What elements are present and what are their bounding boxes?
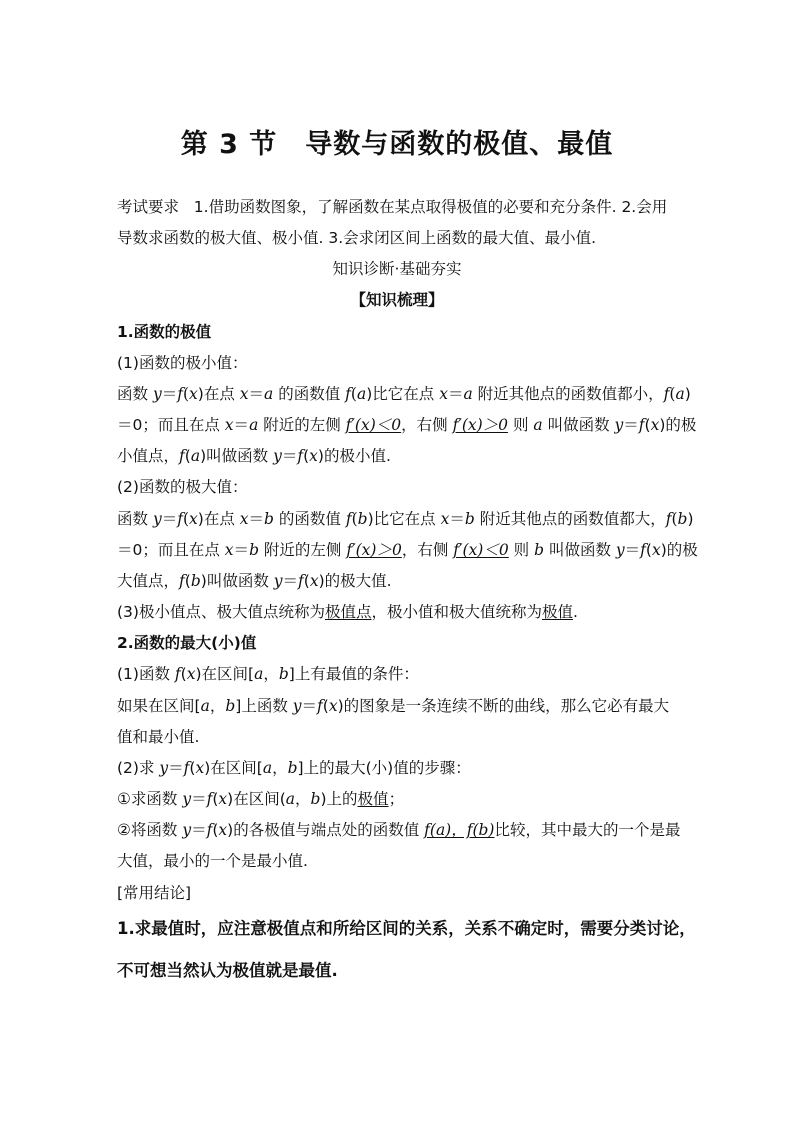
text-fragment: x [189, 385, 198, 403]
text-fragment: ＝0；而且在点 [117, 416, 225, 434]
min-line-3 [117, 446, 391, 466]
text-fragment: a [200, 697, 210, 715]
text-fragment: )在点 [197, 385, 240, 403]
max-line-2 [117, 540, 698, 560]
text-fragment: )的极小值. [317, 447, 391, 465]
text-fragment: ( [184, 447, 191, 465]
text-fragment: x [651, 541, 661, 559]
text-fragment: 叫做函数 [544, 541, 616, 559]
text-fragment: b [278, 665, 289, 683]
text-fragment: a [533, 416, 543, 434]
text-fragment: 附近其他点的函数值都大， [474, 510, 666, 528]
text-fragment: x [440, 510, 450, 528]
text-fragment: ( [322, 697, 329, 715]
text-fragment: 函数 [117, 385, 153, 403]
text-fragment: )在区间[ [195, 665, 255, 683]
text-fragment: ，右侧 [401, 416, 453, 434]
subsection-header: 【知识梳理】 [350, 291, 444, 309]
text-fragment: )叫做函数 [200, 447, 274, 465]
text-fragment: b [464, 510, 475, 528]
text-fragment: y [182, 821, 192, 839]
text-fragment: )的极大值. [318, 572, 392, 590]
spacer [179, 198, 194, 216]
answer-blank: 极值 [357, 790, 389, 808]
max-line-1 [117, 509, 694, 529]
text-fragment: )比它在点 [366, 385, 440, 403]
text-fragment: a [356, 385, 367, 403]
text-fragment: b [225, 697, 236, 715]
text-fragment: y [615, 541, 625, 559]
requirements-line-1 [117, 197, 667, 217]
text-fragment: f [345, 510, 352, 528]
cond-line-2: 值和最小值. [117, 728, 200, 746]
text-fragment: (3)极小值点、极大值点统称为 [117, 603, 325, 621]
text-fragment: 附近其他点的函数值都小， [472, 385, 664, 403]
text-fragment: ＝ [248, 385, 265, 403]
text-fragment: ＝ [248, 510, 265, 528]
cond-line-1 [117, 696, 669, 716]
text-fragment: f [174, 665, 181, 683]
text-fragment: y [152, 510, 162, 528]
text-fragment: a [463, 385, 473, 403]
text-fragment: ， [209, 697, 226, 715]
text-fragment: f [183, 759, 190, 777]
text-fragment: ＝ [301, 697, 318, 715]
text-fragment: f [179, 447, 185, 465]
sec1-heading: 1.函数的极值 [117, 323, 212, 341]
text-fragment: ＝ [233, 541, 250, 559]
text-fragment: ＝ [282, 572, 299, 590]
min-line-2 [117, 415, 696, 435]
text-fragment: b [534, 541, 545, 559]
text-fragment: x [189, 510, 198, 528]
text-fragment: )比它在点 [367, 510, 441, 528]
requirements-line-2: 导数求函数的极大值、极小值. 3.会求闭区间上函数的最大值、最小值. [117, 229, 597, 247]
text-fragment: b [264, 510, 274, 528]
text-fragment: y [152, 385, 162, 403]
text-fragment: ( [303, 447, 310, 465]
text-fragment: ＝ [624, 541, 641, 559]
text-fragment: b [357, 510, 368, 528]
text-fragment: 小值点， [117, 447, 180, 465]
text-fragment: f [345, 385, 351, 403]
text-fragment: x [309, 572, 319, 590]
text-fragment: ＝0；而且在点 [117, 541, 225, 559]
text-fragment: x [439, 385, 448, 403]
text-fragment: . [573, 603, 578, 621]
text-fragment: ( [180, 665, 187, 683]
section-header: 知识诊断·基础夯实 [332, 260, 462, 278]
text-fragment: ) [687, 510, 694, 528]
text-fragment: )上的 [320, 790, 358, 808]
answer-blank: f′(x)＜0 [345, 416, 402, 434]
text-fragment: ]上的最大(小)值的步骤： [297, 759, 471, 777]
text-fragment: ( [351, 510, 358, 528]
text-fragment: )的极 [659, 416, 697, 434]
text-fragment: ， [263, 665, 279, 683]
text-fragment: ＝ [161, 510, 178, 528]
text-fragment: ( [350, 385, 357, 403]
text-fragment: ＝ [191, 790, 207, 808]
text-fragment: ( [189, 759, 196, 777]
text-fragment: ( [212, 821, 219, 839]
text-fragment: y [159, 759, 169, 777]
text-fragment: ②将函数 [117, 821, 183, 839]
text-fragment: ， [272, 759, 288, 777]
step-2-line-2: 大值，最小的一个是最小值. [117, 852, 308, 870]
text-fragment: ( [303, 572, 310, 590]
text-fragment: ( [212, 790, 219, 808]
conclusions-label: [常用结论] [117, 884, 192, 902]
step-2-line-1 [117, 820, 681, 840]
sec1-sub1-label: (1)函数的极小值： [117, 354, 248, 372]
text-fragment: b [249, 541, 259, 559]
conclusion-line-2: 不可想当然认为极值就是最值. [117, 961, 338, 980]
text-fragment: 大值点， [117, 572, 180, 590]
text-fragment: ]上有最值的条件： [288, 665, 419, 683]
text-fragment: b [287, 759, 298, 777]
text-fragment: )在区间( [227, 790, 286, 808]
text-fragment: 附近的左侧 [258, 416, 346, 434]
answer-blank: f′(x)＞0 [346, 541, 402, 559]
text-fragment: ，极小值和极大值统称为 [371, 603, 542, 621]
text-fragment: a [285, 790, 296, 808]
answer-blank: f(a)，f(b) [424, 821, 495, 839]
text-fragment: f [206, 821, 213, 839]
text-fragment: )在点 [197, 510, 240, 528]
text-fragment: ( [644, 416, 651, 434]
text-fragment: f [297, 447, 304, 465]
text-fragment: ＝ [447, 385, 464, 403]
text-fragment: 叫做函数 [542, 416, 615, 434]
text-fragment: x [218, 821, 228, 839]
text-fragment: b [677, 510, 688, 528]
text-fragment: a [264, 385, 274, 403]
text-fragment: x [239, 510, 249, 528]
text-fragment: x [186, 665, 196, 683]
sec2-sub2 [117, 758, 471, 778]
text-fragment: f [206, 790, 213, 808]
text-fragment: )叫做函数 [200, 572, 274, 590]
sec2-sub1 [117, 664, 419, 684]
max-line-3 [117, 571, 392, 591]
text-fragment: a [190, 447, 201, 465]
text-fragment: y [273, 447, 282, 465]
text-fragment: ，右侧 [401, 541, 454, 559]
text-fragment: x [650, 416, 660, 434]
text-fragment: ； [388, 790, 405, 808]
min-line-1 [117, 384, 691, 404]
text-fragment: ( [182, 510, 190, 528]
text-fragment: x [239, 385, 249, 403]
text-fragment: ＝ [449, 510, 465, 528]
text-fragment: ＝ [161, 385, 178, 403]
text-fragment: )的各极值与端点处的函数值 [227, 821, 425, 839]
text-fragment: x [218, 790, 228, 808]
answer-blank: 极值 [542, 603, 574, 621]
answer-blank: f′(x)＜0 [453, 541, 509, 559]
text-fragment: y [614, 416, 624, 434]
answer-blank: f′(x)＞0 [452, 416, 509, 434]
sec1-sub3 [117, 602, 578, 622]
text-fragment: f [179, 572, 185, 590]
text-fragment: ) [684, 385, 691, 403]
step-1 [117, 789, 404, 809]
text-fragment: x [224, 541, 234, 559]
text-fragment: x [224, 416, 234, 434]
text-fragment: x [328, 697, 338, 715]
text-fragment: ＝ [623, 416, 639, 434]
text-fragment: ＝ [191, 821, 207, 839]
text-fragment: x [309, 447, 318, 465]
text-fragment: y [273, 572, 283, 590]
text-fragment: ]上函数 [235, 697, 293, 715]
text-fragment: (1)函数 [117, 665, 175, 683]
text-fragment: ＝ [233, 416, 250, 434]
text-fragment: ( [645, 541, 652, 559]
text-fragment: f [177, 385, 183, 403]
requirements-label: 考试要求 [117, 198, 180, 216]
text-fragment: 的函数值 [273, 510, 346, 528]
text-fragment: ， [295, 790, 311, 808]
text-fragment: f [177, 510, 183, 528]
text-fragment: f [640, 541, 646, 559]
text-fragment: ＝ [168, 759, 184, 777]
text-fragment: f [665, 510, 672, 528]
text-fragment: 附近的左侧 [259, 541, 347, 559]
text-fragment: ( [669, 385, 676, 403]
text-fragment: ＝ [281, 447, 298, 465]
text-fragment: a [675, 385, 685, 403]
text-fragment: ( [184, 572, 191, 590]
text-fragment: 函数 [117, 510, 153, 528]
text-fragment: b [190, 572, 201, 590]
text-fragment: 比较，其中最大的一个是最 [494, 821, 681, 839]
sec1-sub2-label: (2)函数的极大值： [117, 478, 248, 496]
text-fragment: ( [182, 385, 190, 403]
text-fragment: a [249, 416, 259, 434]
text-fragment: ①求函数 [117, 790, 183, 808]
text-fragment: )在区间[ [204, 759, 263, 777]
text-fragment: f [317, 697, 323, 715]
requirements-text-1: 1.借助函数图象，了解函数在某点取得极值的必要和充分条件. 2.会用 [193, 198, 668, 216]
text-fragment: 的函数值 [273, 385, 346, 403]
text-fragment: f [298, 572, 304, 590]
text-fragment: ( [671, 510, 678, 528]
text-fragment: b [310, 790, 321, 808]
text-fragment: f [638, 416, 645, 434]
text-fragment: a [262, 759, 273, 777]
text-fragment: f [663, 385, 670, 403]
text-fragment: 如果在区间[ [117, 697, 201, 715]
text-fragment: 则 [508, 416, 534, 434]
text-fragment: a [254, 665, 264, 683]
text-fragment: (2)求 [117, 759, 160, 777]
text-fragment: y [182, 790, 192, 808]
text-fragment: )的图象是一条连续不断的曲线，那么它必有最大 [337, 697, 670, 715]
page-title: 第 3 节 导数与函数的极值、最值 [180, 129, 614, 160]
text-fragment: x [195, 759, 205, 777]
conclusion-line-1: 1.求最值时，应注意极值点和所给区间的关系，关系不确定时，需要分类讨论， [117, 919, 696, 938]
answer-blank: 极值点 [324, 603, 372, 621]
text-fragment: y [292, 697, 302, 715]
text-fragment: 则 [508, 541, 535, 559]
text-fragment: )的极 [660, 541, 698, 559]
sec2-heading: 2.函数的最大(小)值 [117, 634, 257, 652]
